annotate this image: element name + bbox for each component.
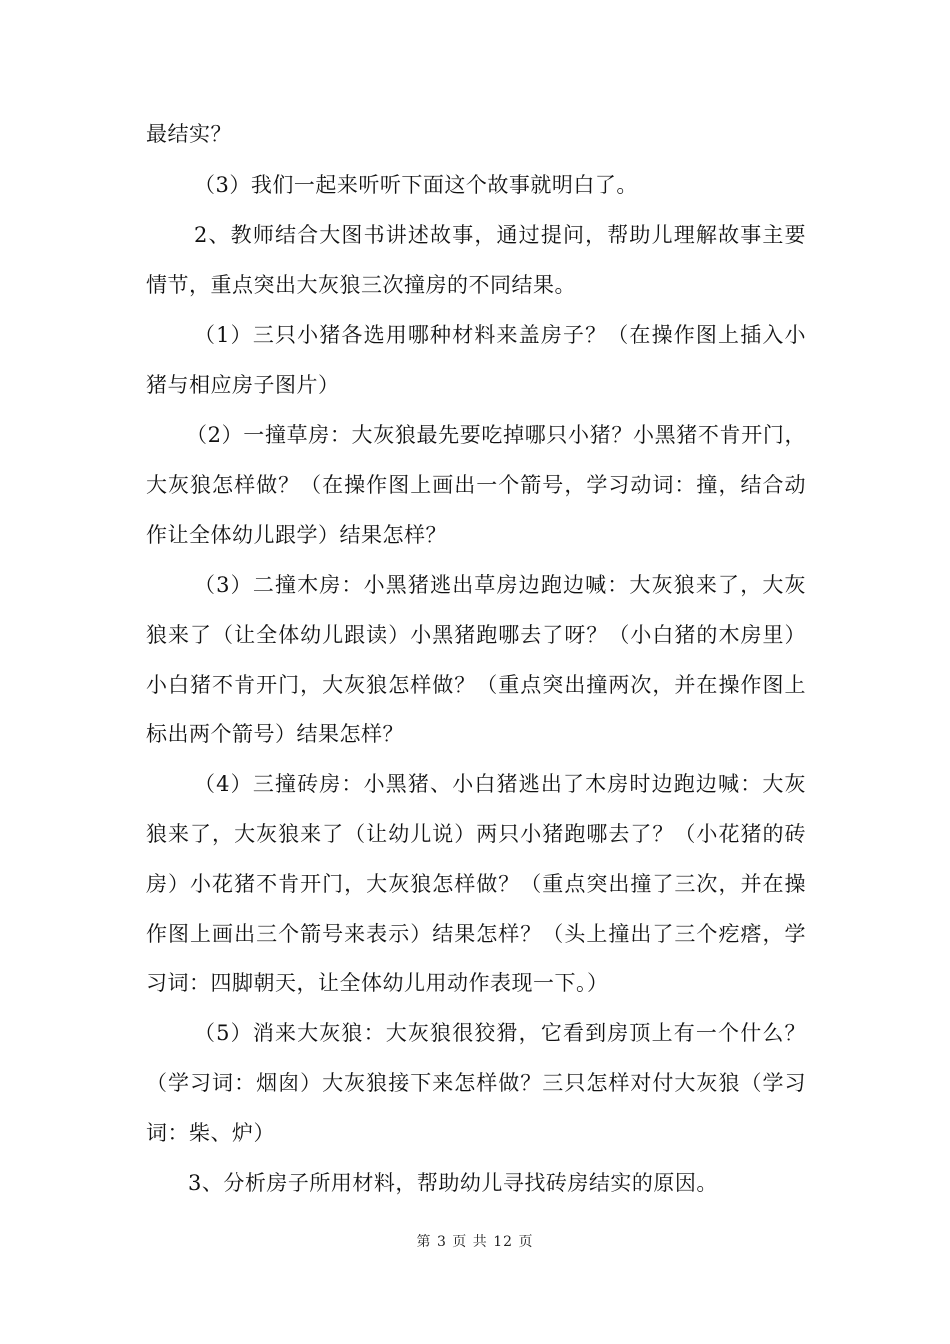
text-line-16: 房）小花猪不肯开门，大灰狼怎样做？（重点突出撞了三次，并在操 [146, 872, 806, 896]
text-line-21: 词：柴、炉） [146, 1121, 275, 1145]
text-line-18: 习词：四脚朝天，让全体幼儿用动作表现一下。） [146, 971, 609, 995]
text-line-15: 狼来了，大灰狼来了（让幼儿说）两只小猪跑哪去了？（小花猪的砖 [146, 822, 806, 846]
text-line-22: 3、分析房子所用材料，帮助幼儿寻找砖房结实的原因。 [188, 1171, 718, 1195]
text-line-3: 2、教师结合大图书讲述故事，通过提问，帮助儿理解故事主要 [194, 223, 806, 247]
text-line-11: 狼来了（让全体幼儿跟读）小黑猪跑哪去了呀？（小白猪的木房里） [146, 623, 806, 647]
text-line-19: （5）消来大灰狼：大灰狼很狡猾，它看到房顶上有一个什么？ [194, 1021, 806, 1045]
text-line-13: 标出两个箭号）结果怎样？ [146, 722, 404, 746]
text-line-17: 作图上画出三个箭号来表示）结果怎样？（头上撞出了三个疙瘩，学 [146, 922, 806, 946]
text-line-8: 大灰狼怎样做？（在操作图上画出一个箭号，学习动词：撞，结合动 [146, 473, 806, 497]
text-line-5: （1）三只小猪各选用哪种材料来盖房子？（在操作图上插入小 [194, 323, 806, 347]
text-line-6: 猪与相应房子图片） [146, 373, 340, 397]
text-line-14: （4）三撞砖房：小黑猪、小白猪逃出了木房时边跑边喊：大灰 [194, 772, 806, 796]
page-number-footer: 第 3 页 共 12 页 [416, 1234, 534, 1250]
text-line-10: （3）二撞木房：小黑猪逃出草房边跑边喊：大灰狼来了，大灰 [194, 573, 806, 597]
text-line-20: （学习词：烟囱）大灰狼接下来怎样做？三只怎样对付大灰狼（学习 [146, 1071, 806, 1095]
text-line-7: （2）一撞草房：大灰狼最先要吃掉哪只小猪？小黑猪不肯开门， [186, 423, 806, 447]
text-line-1: 最结实？ [146, 122, 232, 146]
text-line-4: 情节，重点突出大灰狼三次撞房的不同结果。 [146, 273, 576, 297]
text-line-9: 作让全体幼儿跟学）结果怎样？ [146, 523, 447, 547]
text-line-12: 小白猪不肯开门，大灰狼怎样做？（重点突出撞两次，并在操作图上 [146, 673, 806, 697]
text-line-2: （3）我们一起来听听下面这个故事就明白了。 [194, 173, 638, 197]
